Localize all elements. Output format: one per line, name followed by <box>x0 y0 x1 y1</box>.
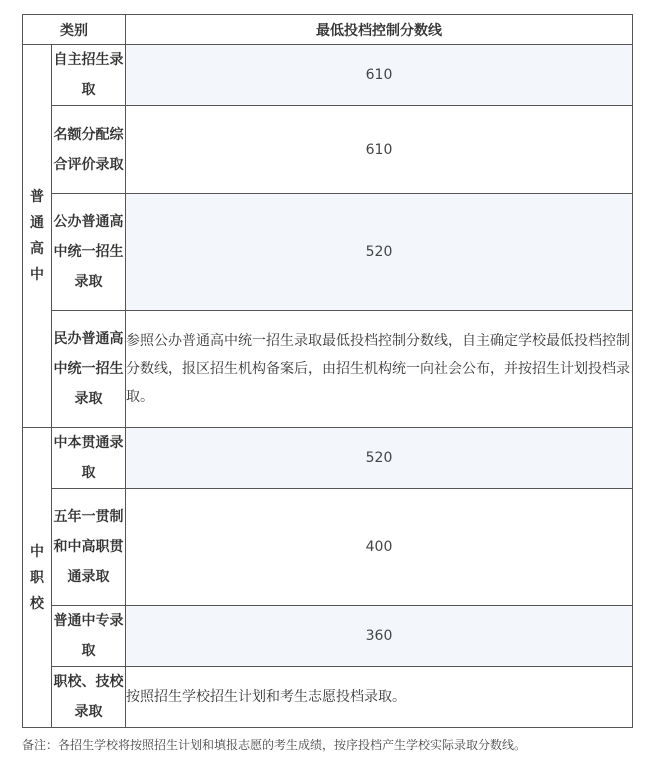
row-type-label: 公办普通高中统一招生录取 <box>52 194 126 311</box>
group-vocational-school: 中职校 <box>23 428 52 728</box>
row-score-value: 610 <box>126 106 633 194</box>
row-score-value: 400 <box>126 489 633 606</box>
row-type-label: 民办普通高中统一招生录取 <box>52 311 126 428</box>
table-row <box>23 311 633 428</box>
table-row <box>23 428 633 489</box>
table-row <box>23 606 633 667</box>
row-score-value: 520 <box>126 194 633 311</box>
row-score-description: 参照公办普通高中统一招生录取最低投档控制分数线，自主确定学校最低投档控制分数线，报区招生机构备案后，由招生机构统一向社会公布，并按招生计划投档录取。 <box>126 311 633 428</box>
row-type-label: 五年一贯制和中高职贯通录取 <box>52 489 126 606</box>
header-min-score: 最低投档控制分数线 <box>126 15 633 45</box>
header-category: 类别 <box>23 15 126 45</box>
table-row <box>23 489 633 606</box>
row-type-label: 自主招生录取 <box>52 45 126 106</box>
row-type-label: 名额分配综合评价录取 <box>52 106 126 194</box>
row-score-description: 按照招生学校招生计划和考生志愿投档录取。 <box>126 667 633 728</box>
table-row <box>23 667 633 728</box>
footnote: 备注：各招生学校将按照招生计划和填报志愿的考生成绩，按序投档产生学校实际录取分数线。 <box>22 738 527 752</box>
admission-score-table <box>22 14 633 728</box>
row-score-value: 520 <box>126 428 633 489</box>
row-type-label: 中本贯通录取 <box>52 428 126 489</box>
table-row <box>23 45 633 106</box>
table-row <box>23 194 633 311</box>
row-score-value: 610 <box>126 45 633 106</box>
row-type-label: 职校、技校录取 <box>52 667 126 728</box>
table-row <box>23 106 633 194</box>
row-score-value: 360 <box>126 606 633 667</box>
group-general-high-school: 普通高中 <box>23 45 52 428</box>
table-header-row <box>23 15 633 45</box>
row-type-label: 普通中专录取 <box>52 606 126 667</box>
